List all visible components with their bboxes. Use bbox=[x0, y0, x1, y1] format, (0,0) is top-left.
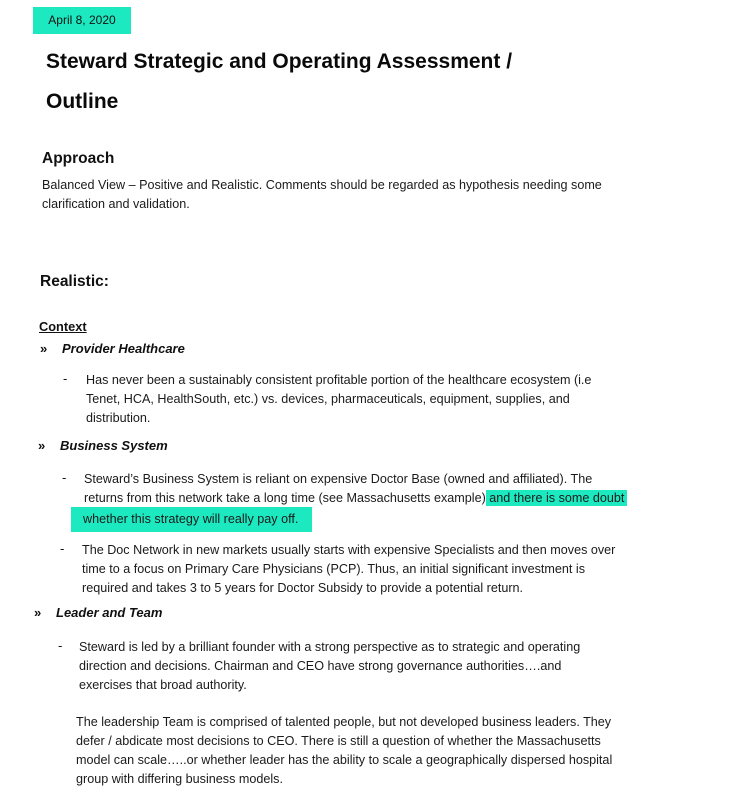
text-line: time to a focus on Primary Care Physicians (PCP). Thus, an initial significant investment is bbox=[82, 562, 586, 576]
text-line-with-highlight bbox=[84, 489, 684, 508]
realistic-heading: Realistic: bbox=[40, 273, 109, 290]
section-bullet: » bbox=[34, 605, 42, 620]
section-heading-business-system: Business System bbox=[60, 438, 168, 453]
section-heading-provider-healthcare: Provider Healthcare bbox=[62, 341, 185, 356]
title-line-1: Steward Strategic and Operating Assessment / bbox=[46, 50, 513, 73]
text-line: exercises that broad authority. bbox=[79, 678, 247, 692]
text-line: direction and decisions. Chairman and CEO have strong governance authorities….and bbox=[79, 659, 562, 673]
highlighted-text: and there is some doubt bbox=[486, 490, 628, 506]
text-line: model can scale…..or whether leader has the ability to scale a geographically dispersed hospital bbox=[76, 753, 613, 767]
approach-line: clarification and validation. bbox=[42, 197, 190, 211]
text-line: distribution. bbox=[86, 411, 151, 425]
dash-marker: - bbox=[62, 470, 67, 485]
section-bullet: » bbox=[38, 438, 46, 453]
dash-marker: - bbox=[58, 638, 63, 653]
section-heading-leader-and-team: Leader and Team bbox=[56, 605, 163, 620]
text-line: Steward’s Business System is reliant on expensive Doctor Base (owned and affiliated). The bbox=[84, 472, 593, 486]
text-segment: returns from this network take a long time (see Massachusetts example) bbox=[84, 491, 486, 505]
business-item-1 bbox=[84, 470, 684, 508]
provider-item-1 bbox=[86, 371, 646, 428]
text-line: group with differing business models. bbox=[76, 772, 283, 786]
title-line-2: Outline bbox=[46, 90, 119, 113]
approach-paragraph bbox=[42, 176, 682, 214]
dash-marker: - bbox=[60, 541, 65, 556]
approach-heading: Approach bbox=[42, 150, 115, 167]
highlighted-text-block: whether this strategy will really pay off. bbox=[71, 507, 312, 532]
text-line: Has never been a sustainably consistent profitable portion of the healthcare ecosystem (i.e bbox=[86, 373, 592, 387]
date-label: April 8, 2020 bbox=[33, 7, 131, 34]
context-heading: Context bbox=[39, 319, 87, 334]
text-line: Tenet, HCA, HealthSouth, etc.) vs. devices, pharmaceuticals, equipment, supplies, and bbox=[86, 392, 570, 406]
text-line: defer / abdicate most decisions to CEO. There is still a question of whether the Massachusetts bbox=[76, 734, 601, 748]
business-item-2 bbox=[82, 541, 682, 598]
document-title bbox=[46, 42, 686, 122]
section-bullet: » bbox=[40, 341, 48, 356]
leader-item-2 bbox=[76, 713, 688, 789]
leader-item-1 bbox=[79, 638, 679, 695]
text-line: Steward is led by a brilliant founder with a strong perspective as to strategic and operating bbox=[79, 640, 581, 654]
text-line: required and takes 3 to 5 years for Doctor Subsidy to provide a potential return. bbox=[82, 581, 524, 595]
text-line: The leadership Team is comprised of talented people, but not developed business leaders. They bbox=[76, 715, 612, 729]
approach-line: Balanced View – Positive and Realistic. Comments should be regarded as hypothesis needing some bbox=[42, 178, 602, 192]
dash-marker: - bbox=[63, 371, 68, 386]
text-line: The Doc Network in new markets usually starts with expensive Specialists and then moves over bbox=[82, 543, 616, 557]
